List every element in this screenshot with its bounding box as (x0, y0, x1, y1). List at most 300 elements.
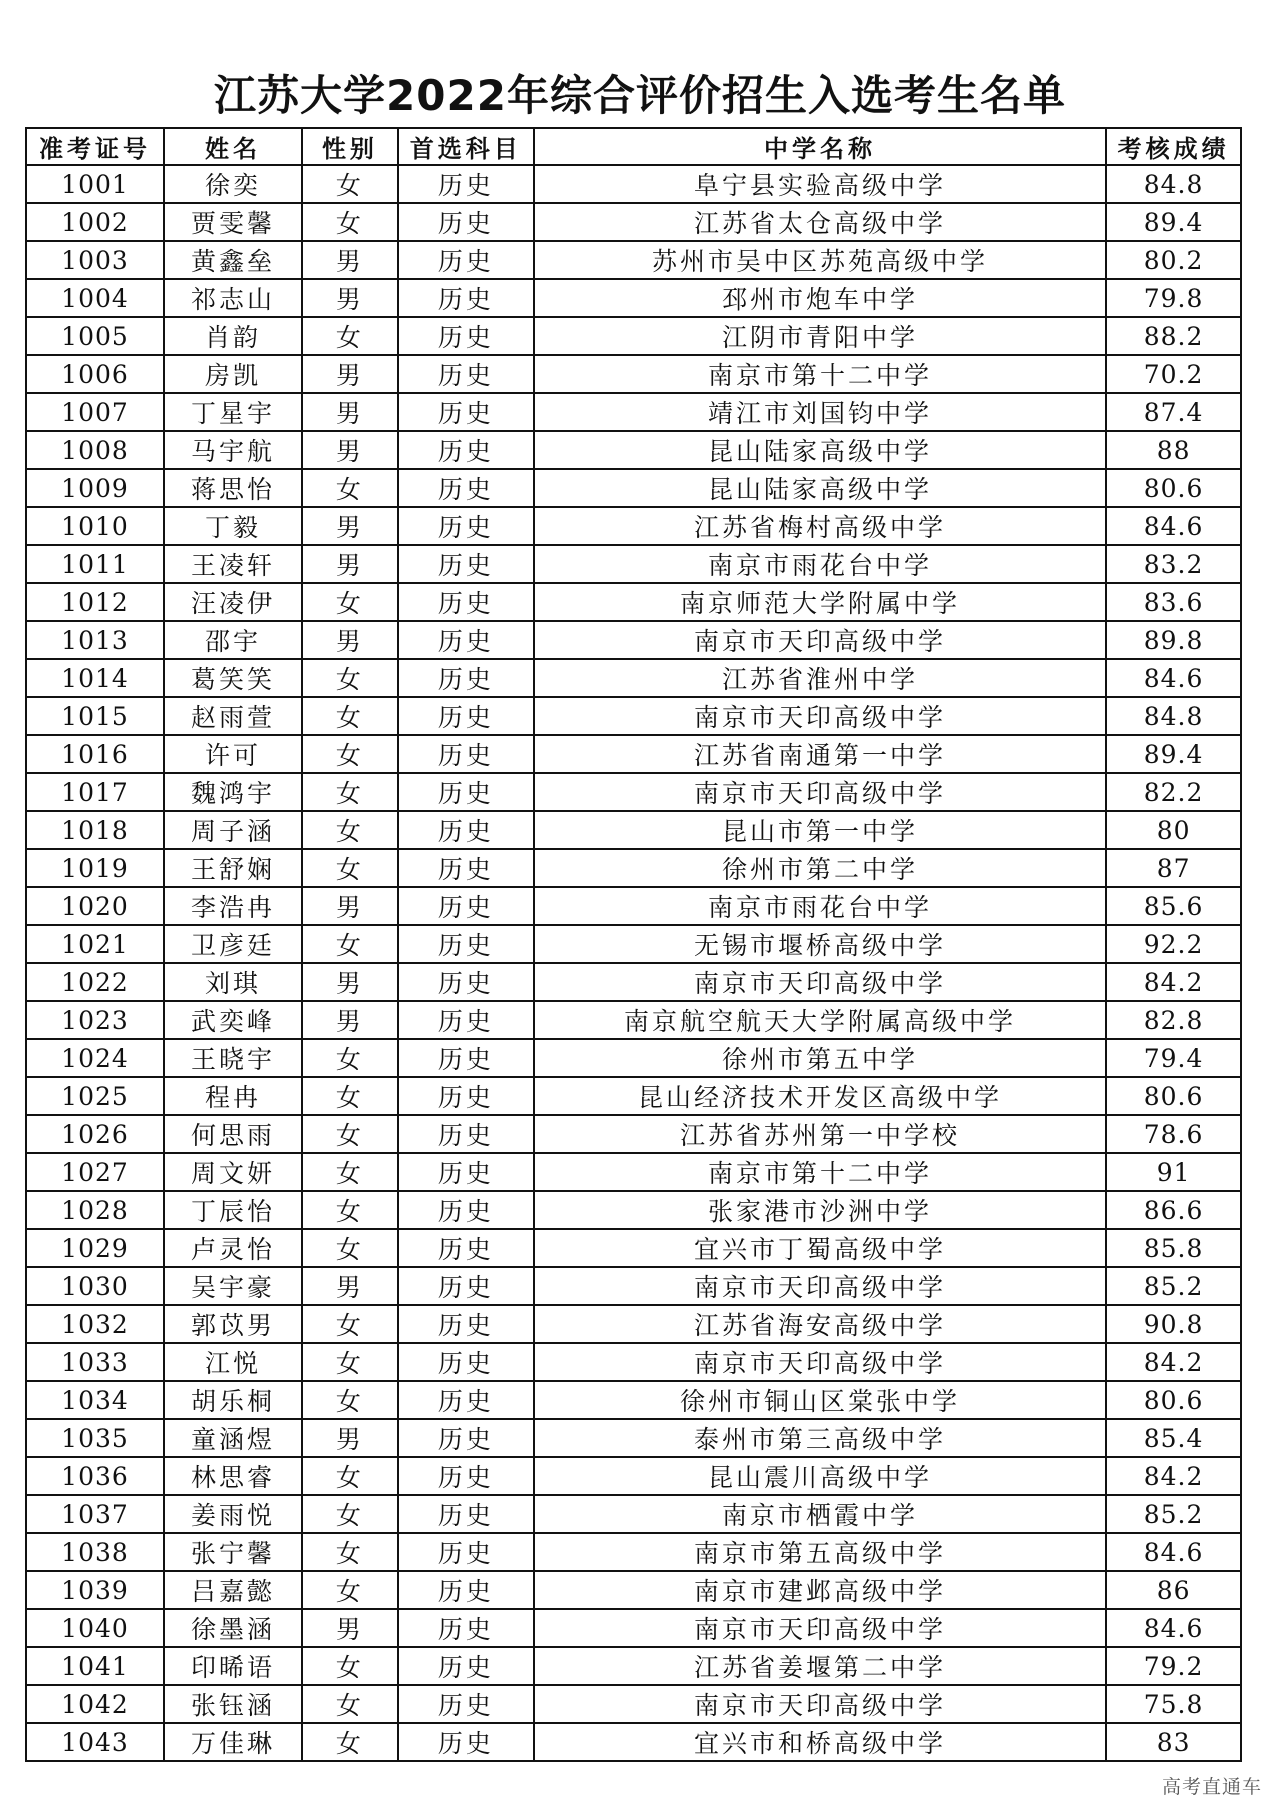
cell-score: 82.2 (1106, 773, 1241, 811)
cell-school: 江苏省梅村高级中学 (534, 507, 1106, 545)
cell-gender: 女 (302, 317, 398, 355)
cell-gender: 男 (302, 1609, 398, 1647)
cell-gender: 女 (302, 1533, 398, 1571)
cell-exam-id: 1015 (26, 697, 164, 735)
cell-score: 85.2 (1106, 1495, 1241, 1533)
table-row (26, 1419, 1241, 1457)
cell-gender: 女 (302, 1191, 398, 1229)
cell-school: 徐州市第五中学 (534, 1039, 1106, 1077)
header-exam-id: 准考证号 (26, 128, 164, 165)
cell-subject: 历史 (398, 317, 534, 355)
table-row (26, 1381, 1241, 1419)
cell-name: 王舒娴 (164, 849, 302, 887)
cell-name: 郭苡男 (164, 1305, 302, 1343)
cell-subject: 历史 (398, 1305, 534, 1343)
cell-subject: 历史 (398, 1457, 534, 1495)
table-row (26, 1495, 1241, 1533)
cell-name: 肖韵 (164, 317, 302, 355)
cell-score: 78.6 (1106, 1115, 1241, 1153)
cell-subject: 历史 (398, 1723, 534, 1761)
table-row (26, 1267, 1241, 1305)
cell-exam-id: 1028 (26, 1191, 164, 1229)
cell-gender: 女 (302, 1115, 398, 1153)
cell-exam-id: 1004 (26, 279, 164, 317)
cell-subject: 历史 (398, 697, 534, 735)
cell-exam-id: 1042 (26, 1685, 164, 1723)
cell-subject: 历史 (398, 1495, 534, 1533)
cell-gender: 女 (302, 659, 398, 697)
header-score: 考核成绩 (1106, 128, 1241, 165)
table-row (26, 431, 1241, 469)
cell-gender: 男 (302, 621, 398, 659)
cell-exam-id: 1012 (26, 583, 164, 621)
cell-school: 南京市第十二中学 (534, 355, 1106, 393)
cell-gender: 女 (302, 697, 398, 735)
cell-score: 84.6 (1106, 507, 1241, 545)
table-row (26, 507, 1241, 545)
table-row (26, 849, 1241, 887)
cell-gender: 女 (302, 165, 398, 203)
cell-name: 徐奕 (164, 165, 302, 203)
cell-school: 徐州市铜山区棠张中学 (534, 1381, 1106, 1419)
table-row (26, 887, 1241, 925)
cell-school: 南京师范大学附属中学 (534, 583, 1106, 621)
table-row (26, 1039, 1241, 1077)
cell-school: 江阴市青阳中学 (534, 317, 1106, 355)
cell-gender: 女 (302, 1077, 398, 1115)
cell-score: 88 (1106, 431, 1241, 469)
table-row (26, 203, 1241, 241)
cell-gender: 男 (302, 241, 398, 279)
cell-subject: 历史 (398, 1153, 534, 1191)
cell-school: 南京市天印高级中学 (534, 963, 1106, 1001)
cell-gender: 女 (302, 1495, 398, 1533)
cell-score: 80.6 (1106, 469, 1241, 507)
cell-exam-id: 1034 (26, 1381, 164, 1419)
table-row (26, 1153, 1241, 1191)
cell-school: 南京市雨花台中学 (534, 887, 1106, 925)
page-title: 江苏大学2022年综合评价招生入选考生名单 (214, 71, 1066, 120)
cell-subject: 历史 (398, 1419, 534, 1457)
cell-school: 江苏省姜堰第二中学 (534, 1647, 1106, 1685)
table-body (26, 165, 1241, 1761)
table-row (26, 963, 1241, 1001)
cell-name: 张宁馨 (164, 1533, 302, 1571)
cell-subject: 历史 (398, 241, 534, 279)
cell-name: 胡乐桐 (164, 1381, 302, 1419)
table-row (26, 735, 1241, 773)
cell-subject: 历史 (398, 849, 534, 887)
cell-school: 靖江市刘国钧中学 (534, 393, 1106, 431)
cell-score: 86.6 (1106, 1191, 1241, 1229)
cell-score: 85.6 (1106, 887, 1241, 925)
cell-exam-id: 1014 (26, 659, 164, 697)
table-row (26, 1115, 1241, 1153)
cell-name: 周文妍 (164, 1153, 302, 1191)
cell-subject: 历史 (398, 1609, 534, 1647)
cell-gender: 女 (302, 1305, 398, 1343)
cell-exam-id: 1025 (26, 1077, 164, 1115)
cell-subject: 历史 (398, 431, 534, 469)
cell-name: 丁星宇 (164, 393, 302, 431)
cell-school: 阜宁县实验高级中学 (534, 165, 1106, 203)
cell-gender: 男 (302, 279, 398, 317)
cell-subject: 历史 (398, 963, 534, 1001)
table-row (26, 1077, 1241, 1115)
cell-score: 83.2 (1106, 545, 1241, 583)
cell-name: 武奕峰 (164, 1001, 302, 1039)
cell-score: 79.2 (1106, 1647, 1241, 1685)
admission-table (25, 127, 1242, 1762)
cell-name: 林思睿 (164, 1457, 302, 1495)
table-row (26, 1647, 1241, 1685)
cell-score: 85.2 (1106, 1267, 1241, 1305)
cell-score: 80.6 (1106, 1077, 1241, 1115)
cell-subject: 历史 (398, 1381, 534, 1419)
cell-name: 江悦 (164, 1343, 302, 1381)
cell-school: 张家港市沙洲中学 (534, 1191, 1106, 1229)
cell-school: 泰州市第三高级中学 (534, 1419, 1106, 1457)
cell-exam-id: 1030 (26, 1267, 164, 1305)
cell-exam-id: 1032 (26, 1305, 164, 1343)
cell-gender: 男 (302, 1001, 398, 1039)
cell-exam-id: 1038 (26, 1533, 164, 1571)
cell-score: 84.2 (1106, 1457, 1241, 1495)
cell-score: 87.4 (1106, 393, 1241, 431)
cell-exam-id: 1016 (26, 735, 164, 773)
cell-school: 南京市第十二中学 (534, 1153, 1106, 1191)
table-row (26, 1533, 1241, 1571)
cell-exam-id: 1019 (26, 849, 164, 887)
table-row (26, 1229, 1241, 1267)
cell-subject: 历史 (398, 1267, 534, 1305)
cell-subject: 历史 (398, 1571, 534, 1609)
cell-name: 印晞语 (164, 1647, 302, 1685)
cell-name: 王晓宇 (164, 1039, 302, 1077)
cell-gender: 女 (302, 773, 398, 811)
cell-school: 昆山经济技术开发区高级中学 (534, 1077, 1106, 1115)
cell-exam-id: 1021 (26, 925, 164, 963)
cell-school: 昆山市第一中学 (534, 811, 1106, 849)
cell-subject: 历史 (398, 393, 534, 431)
cell-gender: 女 (302, 925, 398, 963)
cell-exam-id: 1022 (26, 963, 164, 1001)
cell-exam-id: 1026 (26, 1115, 164, 1153)
cell-exam-id: 1005 (26, 317, 164, 355)
cell-score: 79.4 (1106, 1039, 1241, 1077)
cell-school: 昆山震川高级中学 (534, 1457, 1106, 1495)
table-row (26, 583, 1241, 621)
cell-school: 江苏省海安高级中学 (534, 1305, 1106, 1343)
header-name: 姓名 (164, 128, 302, 165)
cell-exam-id: 1018 (26, 811, 164, 849)
cell-score: 89.8 (1106, 621, 1241, 659)
cell-score: 84.8 (1106, 697, 1241, 735)
cell-name: 卫彦廷 (164, 925, 302, 963)
cell-school: 南京市天印高级中学 (534, 1343, 1106, 1381)
cell-exam-id: 1003 (26, 241, 164, 279)
cell-exam-id: 1023 (26, 1001, 164, 1039)
cell-subject: 历史 (398, 507, 534, 545)
cell-subject: 历史 (398, 659, 534, 697)
cell-exam-id: 1036 (26, 1457, 164, 1495)
cell-subject: 历史 (398, 545, 534, 583)
cell-exam-id: 1027 (26, 1153, 164, 1191)
cell-exam-id: 1043 (26, 1723, 164, 1761)
cell-school: 江苏省太仓高级中学 (534, 203, 1106, 241)
table-row (26, 697, 1241, 735)
cell-name: 魏鸿宇 (164, 773, 302, 811)
cell-name: 程冉 (164, 1077, 302, 1115)
cell-exam-id: 1002 (26, 203, 164, 241)
cell-exam-id: 1006 (26, 355, 164, 393)
table-row (26, 621, 1241, 659)
cell-subject: 历史 (398, 469, 534, 507)
cell-name: 卢灵怡 (164, 1229, 302, 1267)
cell-gender: 女 (302, 1229, 398, 1267)
cell-exam-id: 1017 (26, 773, 164, 811)
cell-score: 89.4 (1106, 735, 1241, 773)
cell-name: 许可 (164, 735, 302, 773)
cell-subject: 历史 (398, 1533, 534, 1571)
cell-exam-id: 1020 (26, 887, 164, 925)
cell-score: 83 (1106, 1723, 1241, 1761)
cell-school: 南京市天印高级中学 (534, 697, 1106, 735)
cell-subject: 历史 (398, 735, 534, 773)
table-header (26, 128, 1241, 165)
cell-school: 南京市栖霞中学 (534, 1495, 1106, 1533)
cell-gender: 女 (302, 735, 398, 773)
table-row (26, 659, 1241, 697)
cell-school: 南京市第五高级中学 (534, 1533, 1106, 1571)
cell-gender: 女 (302, 849, 398, 887)
table-row (26, 1723, 1241, 1761)
cell-school: 南京市雨花台中学 (534, 545, 1106, 583)
cell-school: 苏州市吴中区苏苑高级中学 (534, 241, 1106, 279)
table-row (26, 355, 1241, 393)
cell-subject: 历史 (398, 1685, 534, 1723)
cell-name: 赵雨萱 (164, 697, 302, 735)
cell-exam-id: 1007 (26, 393, 164, 431)
cell-school: 南京市建邺高级中学 (534, 1571, 1106, 1609)
cell-name: 黄鑫垒 (164, 241, 302, 279)
cell-exam-id: 1033 (26, 1343, 164, 1381)
table-row (26, 317, 1241, 355)
cell-gender: 女 (302, 811, 398, 849)
cell-score: 82.8 (1106, 1001, 1241, 1039)
header-subject: 首选科目 (398, 128, 534, 165)
table-row (26, 1457, 1241, 1495)
cell-gender: 女 (302, 1457, 398, 1495)
table-row (26, 279, 1241, 317)
cell-school: 昆山陆家高级中学 (534, 431, 1106, 469)
cell-subject: 历史 (398, 279, 534, 317)
cell-gender: 男 (302, 355, 398, 393)
cell-subject: 历史 (398, 355, 534, 393)
cell-subject: 历史 (398, 1343, 534, 1381)
table-row (26, 773, 1241, 811)
cell-school: 江苏省淮州中学 (534, 659, 1106, 697)
cell-subject: 历史 (398, 1115, 534, 1153)
cell-exam-id: 1041 (26, 1647, 164, 1685)
cell-exam-id: 1024 (26, 1039, 164, 1077)
cell-subject: 历史 (398, 811, 534, 849)
cell-gender: 男 (302, 393, 398, 431)
table-row (26, 1609, 1241, 1647)
cell-school: 徐州市第二中学 (534, 849, 1106, 887)
header-gender: 性别 (302, 128, 398, 165)
table-row (26, 1001, 1241, 1039)
watermark-text: 高考直通车 (1161, 1776, 1262, 1798)
cell-gender: 女 (302, 583, 398, 621)
cell-school: 宜兴市丁蜀高级中学 (534, 1229, 1106, 1267)
cell-score: 84.8 (1106, 165, 1241, 203)
cell-name: 童涵煜 (164, 1419, 302, 1457)
cell-name: 蒋思怡 (164, 469, 302, 507)
cell-name: 徐墨涵 (164, 1609, 302, 1647)
cell-score: 90.8 (1106, 1305, 1241, 1343)
cell-name: 马宇航 (164, 431, 302, 469)
table-row (26, 1685, 1241, 1723)
cell-subject: 历史 (398, 1647, 534, 1685)
cell-score: 80.6 (1106, 1381, 1241, 1419)
cell-score: 80.2 (1106, 241, 1241, 279)
cell-gender: 女 (302, 1039, 398, 1077)
cell-subject: 历史 (398, 1191, 534, 1229)
cell-subject: 历史 (398, 887, 534, 925)
cell-score: 83.6 (1106, 583, 1241, 621)
cell-school: 南京市天印高级中学 (534, 1685, 1106, 1723)
cell-score: 85.4 (1106, 1419, 1241, 1457)
table-row (26, 1343, 1241, 1381)
cell-score: 84.2 (1106, 963, 1241, 1001)
cell-gender: 女 (302, 1723, 398, 1761)
cell-score: 89.4 (1106, 203, 1241, 241)
cell-name: 汪凌伊 (164, 583, 302, 621)
header-row (26, 128, 1241, 165)
cell-name: 吴宇豪 (164, 1267, 302, 1305)
cell-score: 84.6 (1106, 1609, 1241, 1647)
table-row (26, 1305, 1241, 1343)
cell-name: 贾雯馨 (164, 203, 302, 241)
cell-name: 何思雨 (164, 1115, 302, 1153)
cell-name: 刘琪 (164, 963, 302, 1001)
table-row (26, 545, 1241, 583)
table-row (26, 393, 1241, 431)
cell-subject: 历史 (398, 925, 534, 963)
table-row (26, 925, 1241, 963)
cell-gender: 女 (302, 1571, 398, 1609)
table-row (26, 1191, 1241, 1229)
table-row (26, 241, 1241, 279)
cell-exam-id: 1008 (26, 431, 164, 469)
cell-score: 70.2 (1106, 355, 1241, 393)
cell-name: 万佳琳 (164, 1723, 302, 1761)
cell-exam-id: 1035 (26, 1419, 164, 1457)
cell-name: 邵宇 (164, 621, 302, 659)
cell-name: 王凌轩 (164, 545, 302, 583)
cell-gender: 女 (302, 1647, 398, 1685)
cell-subject: 历史 (398, 583, 534, 621)
cell-gender: 男 (302, 1419, 398, 1457)
table-row (26, 811, 1241, 849)
cell-score: 84.2 (1106, 1343, 1241, 1381)
cell-score: 84.6 (1106, 1533, 1241, 1571)
cell-exam-id: 1011 (26, 545, 164, 583)
table-row (26, 165, 1241, 203)
cell-score: 92.2 (1106, 925, 1241, 963)
cell-school: 南京市天印高级中学 (534, 1609, 1106, 1647)
cell-school: 南京市天印高级中学 (534, 621, 1106, 659)
cell-name: 李浩冉 (164, 887, 302, 925)
cell-exam-id: 1013 (26, 621, 164, 659)
table-row (26, 469, 1241, 507)
cell-score: 84.6 (1106, 659, 1241, 697)
cell-gender: 女 (302, 1153, 398, 1191)
cell-score: 88.2 (1106, 317, 1241, 355)
cell-subject: 历史 (398, 1001, 534, 1039)
cell-gender: 男 (302, 545, 398, 583)
cell-school: 南京市天印高级中学 (534, 1267, 1106, 1305)
cell-gender: 男 (302, 507, 398, 545)
cell-name: 周子涵 (164, 811, 302, 849)
cell-gender: 男 (302, 887, 398, 925)
cell-gender: 男 (302, 431, 398, 469)
cell-gender: 女 (302, 1381, 398, 1419)
cell-exam-id: 1001 (26, 165, 164, 203)
cell-subject: 历史 (398, 165, 534, 203)
table-row (26, 1571, 1241, 1609)
cell-name: 房凯 (164, 355, 302, 393)
cell-score: 80 (1106, 811, 1241, 849)
cell-school: 南京航空航天大学附属高级中学 (534, 1001, 1106, 1039)
cell-subject: 历史 (398, 773, 534, 811)
cell-score: 75.8 (1106, 1685, 1241, 1723)
cell-name: 姜雨悦 (164, 1495, 302, 1533)
cell-score: 86 (1106, 1571, 1241, 1609)
cell-gender: 男 (302, 963, 398, 1001)
cell-school: 江苏省苏州第一中学校 (534, 1115, 1106, 1153)
cell-subject: 历史 (398, 1039, 534, 1077)
cell-school: 昆山陆家高级中学 (534, 469, 1106, 507)
cell-subject: 历史 (398, 1229, 534, 1267)
cell-school: 南京市天印高级中学 (534, 773, 1106, 811)
header-school: 中学名称 (534, 128, 1106, 165)
cell-name: 吕嘉懿 (164, 1571, 302, 1609)
cell-score: 87 (1106, 849, 1241, 887)
cell-gender: 女 (302, 1685, 398, 1723)
cell-exam-id: 1039 (26, 1571, 164, 1609)
cell-exam-id: 1009 (26, 469, 164, 507)
cell-name: 丁毅 (164, 507, 302, 545)
cell-exam-id: 1040 (26, 1609, 164, 1647)
cell-name: 丁辰怡 (164, 1191, 302, 1229)
cell-score: 91 (1106, 1153, 1241, 1191)
cell-gender: 女 (302, 1343, 398, 1381)
cell-subject: 历史 (398, 203, 534, 241)
cell-subject: 历史 (398, 621, 534, 659)
cell-school: 邳州市炮车中学 (534, 279, 1106, 317)
cell-name: 葛笑笑 (164, 659, 302, 697)
cell-subject: 历史 (398, 1077, 534, 1115)
cell-exam-id: 1010 (26, 507, 164, 545)
cell-score: 79.8 (1106, 279, 1241, 317)
cell-gender: 男 (302, 1267, 398, 1305)
cell-exam-id: 1029 (26, 1229, 164, 1267)
cell-name: 张钰涵 (164, 1685, 302, 1723)
cell-school: 江苏省南通第一中学 (534, 735, 1106, 773)
cell-exam-id: 1037 (26, 1495, 164, 1533)
